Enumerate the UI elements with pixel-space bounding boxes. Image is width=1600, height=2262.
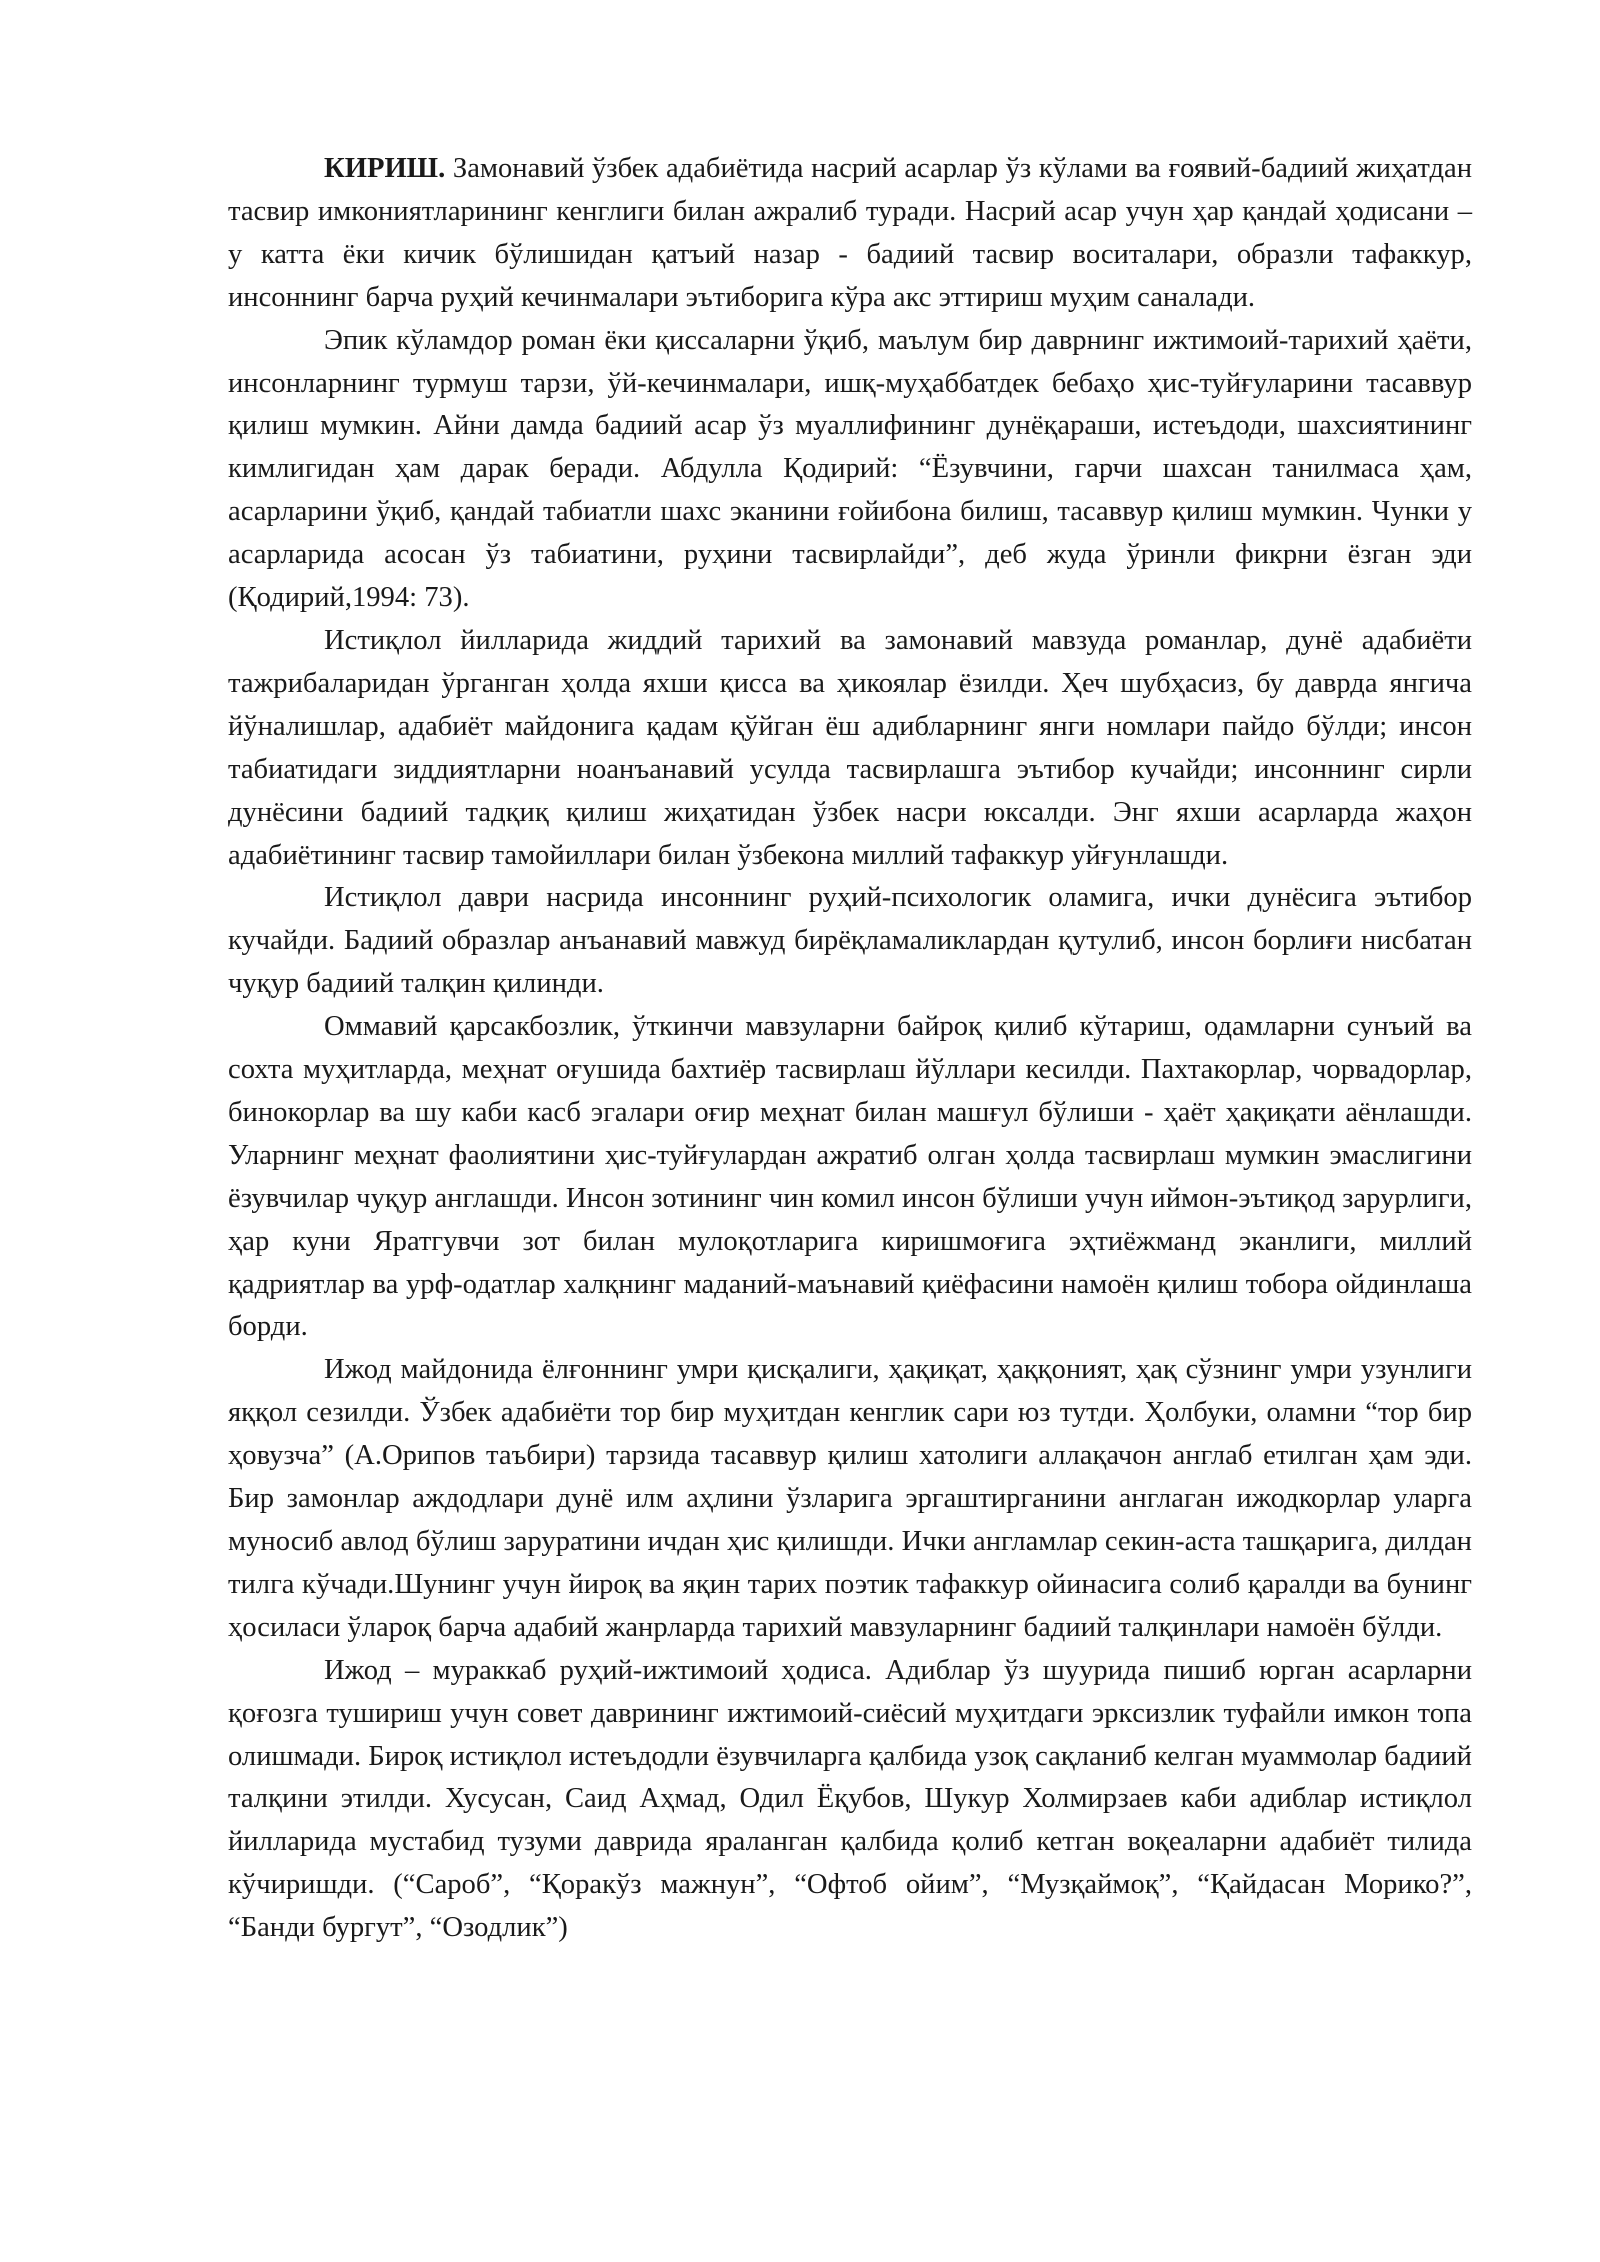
paragraph: Истиқлол даври насрида инсоннинг руҳий-психологик оламига, ички дунёсига эътибор кучайди. Бадиий образлар анъанавий мавжуд бирёқламаликлардан қутулиб, инсон борлиғи нисбатан чуқур бадиий талқин қилинди.: [228, 882, 1472, 1000]
section-heading: КИРИШ.: [324, 153, 446, 184]
document-body: [228, 148, 1472, 1950]
paragraph: Ижод майдонида ёлғоннинг умри қисқалиги, ҳақиқат, ҳаққоният, ҳақ сўзнинг умри узунлиги яққол сезилди. Ўзбек адабиёти тор бир муҳитдан кенглик сари юз тутди. Ҳолбуки, оламни “тор бир ҳовузча” (А.Орипов таъбири) тарзида тасаввур қилиш хатолиги аллақачон англаб етилган ҳам эди. Бир замонлар аждодлари дунё илм аҳлини ўзларига эргаштирганини англаган ижодкорлар уларга муносиб авлод бўлиш заруратини ичдан ҳис қилишди. Ички англамлар секин-аста ташқарига, дилдан тилга кўчади.Шунинг учун йироқ ва яқин тарих поэтик тафаккур ойинасига солиб қаралди ва бунинг ҳосиласи ўлароқ барча адабий жанрларда тарихий мавзуларнинг бадиий талқинлари намоён бўлди.: [228, 1354, 1472, 1643]
paragraph: Оммавий қарсакбозлик, ўткинчи мавзуларни байроқ қилиб кўтариш, одамларни сунъий ва сохта муҳитларда, меҳнат оғушида бахтиёр тасвирлаш йўллари кесилди. Пахтакорлар, чорвадорлар, бинокорлар ва шу каби касб эгалари оғир меҳнат билан машғул бўлиши - ҳаёт ҳақиқати аёнлашди. Уларнинг меҳнат фаолиятини ҳис-туйғулардан ажратиб олган ҳолда тасвирлаш мумкин эмаслигини ёзувчилар чуқур англашди. Инсон зотининг чин комил инсон бўлиши учун иймон-эътиқод зарурлиги, ҳар куни Яратгувчи зот билан мулоқотларига киришмоғига эҳтиёжманд эканлиги, миллий қадриятлар ва урф-одатлар халқнинг маданий-маънавий қиёфасини намоён қилиш тобора ойдинлаша борди.: [228, 1011, 1473, 1343]
paragraph: Истиқлол йилларида жиддий тарихий ва замонавий мавзуда романлар, дунё адабиёти тажрибаларидан ўрганган ҳолда яхши қисса ва ҳикоялар ёзилди. Ҳеч шубҳасиз, бу даврда янгича йўналишлар, адабиёт майдонига қадам қўйган ёш адибларнинг янги номлари пайдо бўлди; инсон табиатидаги зиддиятларни ноанъанавий усулда тасвирлашга эътибор кучайди; инсоннинг сирли дунёсини бадиий тадқиқ қилиш жиҳатидан ўзбек насри юксалди. Энг яхши асарларда жаҳон адабиётининг тасвир тамойиллари билан ўзбекона миллий тафаккур уйғунлашди.: [228, 624, 1472, 871]
paragraph-introduction: [228, 148, 1472, 320]
paragraph-text: Замонавий ўзбек адабиётида насрий асарлар ўз кўлами ва ғоявий-бадиий жиҳатдан тасвир имкониятларининг кенглиги билан ажралиб туради. Насрий асар учун ҳар қандай ҳодисани – у катта ёки кичик бўлишидан қатъий назар - бадиий тасвир воситалари, образли тафаккур, инсоннинг барча руҳий кечинмалари эътиборига кўра акс эттириш муҳим саналади.: [228, 153, 1472, 313]
paragraph: Эпик кўламдор роман ёки қиссаларни ўқиб, маълум бир даврнинг ижтимоий-тарихий ҳаёти, инсонларнинг турмуш тарзи, ўй-кечинмалари, ишқ-муҳаббатдек бебаҳо ҳис-туйғуларини тасаввур қилиш мумкин. Айни дамда бадиий асар ўз муаллифининг дунёқараши, истеъдоди, шахсиятининг кимлигидан ҳам дарак беради. Абдулла Қодирий: “Ёзувчини, гарчи шахсан танилмаса ҳам, асарларини ўқиб, қандай табиатли шахс эканини ғойибона билиш, тасаввур қилиш мумкин. Чунки у асарларида асосан ўз табиатини, руҳини тасвирлайди”, деб жуда ўринли фикрни ёзган эди (Қодирий,1994: 73).: [228, 324, 1472, 614]
paragraph: Ижод – мураккаб руҳий-ижтимоий ҳодиса. Адиблар ўз шуурида пишиб юрган асарларни қоғозга тушириш учун совет даврининг ижтимоий-сиёсий муҳитдаги эркcизлик туфайли имкон топа олишмади. Бироқ истиқлол истеъдодли ёзувчиларга қалбида узоқ сақланиб келган муаммолар бадиий талқини этилди. Хусусан, Саид Аҳмад, Одил Ёқубов, Шукур Холмирзаев каби адиблар истиқлол йилларида мустабид тузуми даврида яраланган қалбида қолиб кетган воқеаларни адабиёт тилида кўчиришди. (“Сароб”, “Қоракўз мажнун”, “Офтоб ойим”, “Музқаймоқ”, “Қайдасан Морико?”, “Банди бургут”, “Озодлик”): [228, 1654, 1472, 1944]
